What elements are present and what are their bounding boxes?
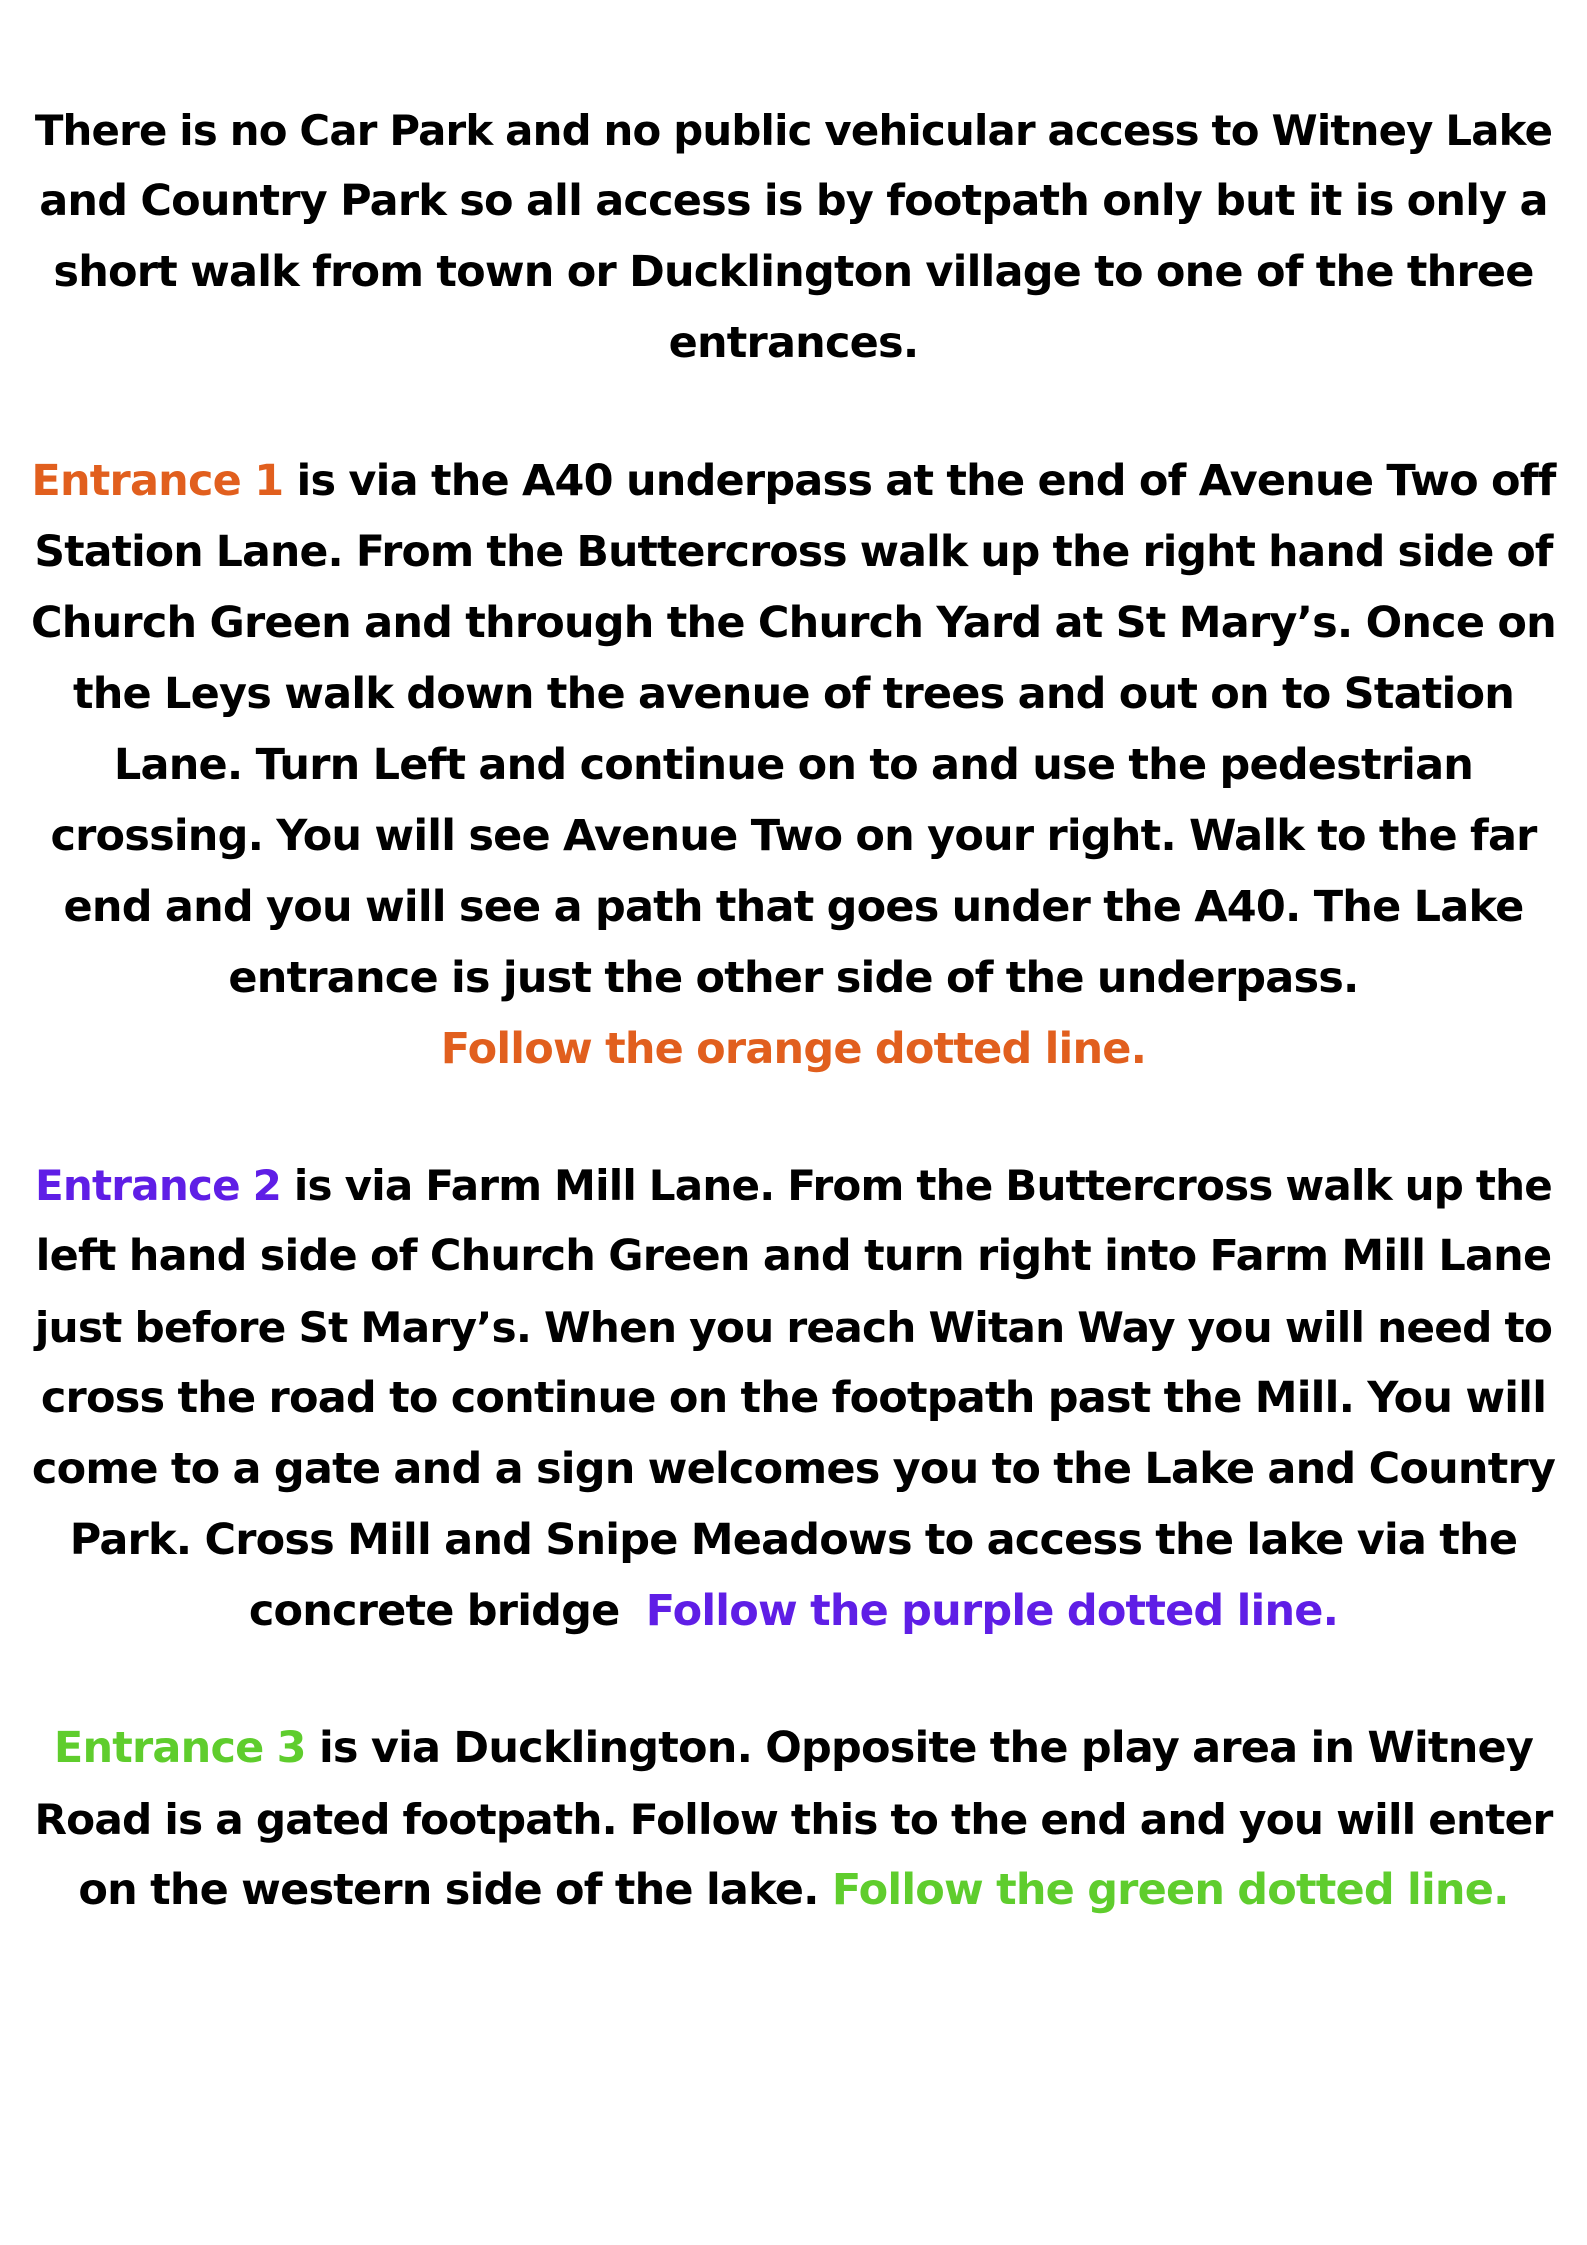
entrance-2-line: left hand side of Church Green and turn right into Farm Mill Lane: [35, 1231, 1552, 1281]
entrance-1-line: Church Green and through the Church Yard at St Mary’s. Once on: [31, 598, 1556, 648]
entrance-3-label: Entrance 3: [53, 1723, 306, 1773]
entrance-2-line: just before St Mary’s. When you reach Witan Way you will need to: [34, 1303, 1553, 1352]
entrance-2-label: Entrance 2: [34, 1161, 282, 1210]
entrance-3-last-line: [30, 1855, 1557, 1926]
entrance-2-line: Park. Cross Mill and Snipe Meadows to access the lake via the: [69, 1515, 1518, 1565]
intro-line: and Country Park so all access is by footpath only but it is only a: [39, 176, 1548, 226]
entrance-2-first-line: [30, 1150, 1557, 1221]
entrance-1-first-line: [30, 446, 1557, 517]
entrance-2-last-line: [30, 1576, 1557, 1647]
intro-line: There is no Car Park and no public vehicular access to Witney Lake: [34, 106, 1553, 155]
entrance-3-first-line-text: is via Ducklington. Opposite the play area in Witney: [305, 1723, 1534, 1773]
entrance-2-paragraph: [30, 1150, 1557, 1647]
entrance-1-line: end and you will see a path that goes under the A40. The Lake: [63, 882, 1524, 932]
entrance-1-line: Lane. Turn Left and continue on to and use the pedestrian: [113, 740, 1474, 790]
entrance-1-first-line-text: is via the A40 underpass at the end of Avenue Two off: [283, 456, 1556, 506]
entrance-1-line: crossing. You will see Avenue Two on your right. Walk to the far: [50, 811, 1537, 861]
entrance-3-first-line: [30, 1713, 1557, 1784]
intro-line: short walk from town or Ducklington village to one of the three: [53, 247, 1534, 297]
entrance-2-first-line-text: is via Farm Mill Lane. From the Buttercross walk up the: [281, 1161, 1553, 1210]
entrance-2-follow-note: Follow the purple dotted line.: [645, 1586, 1339, 1636]
entrance-1-paragraph: [30, 446, 1557, 1085]
intro-line: entrances.: [668, 318, 919, 368]
entrance-2-last-line-text: concrete bridge: [248, 1586, 646, 1636]
entrance-1-label: Entrance 1: [31, 456, 284, 506]
entrance-3-last-line-text: on the western side of the lake.: [78, 1865, 832, 1915]
entrance-1-line: the Leys walk down the avenue of trees and out on to Station: [72, 669, 1515, 719]
entrance-2-line: come to a gate and a sign welcomes you to the Lake and Country: [31, 1444, 1556, 1494]
entrance-3-follow-note: Follow the green dotted line.: [831, 1865, 1509, 1915]
entrance-1-follow-note: Follow the orange dotted line.: [440, 1024, 1147, 1074]
entrance-1-line: entrance is just the other side of the underpass.: [228, 953, 1359, 1003]
entrance-3-line: Road is a gated footpath. Follow this to the end and you will enter: [34, 1795, 1553, 1844]
intro-paragraph: [30, 95, 1557, 379]
entrance-2-line: cross the road to continue on the footpath past the Mill. You will: [40, 1373, 1547, 1423]
entrance-1-line: Station Lane. From the Buttercross walk up the right hand side of: [34, 528, 1553, 577]
entrance-3-paragraph: [30, 1713, 1557, 1926]
